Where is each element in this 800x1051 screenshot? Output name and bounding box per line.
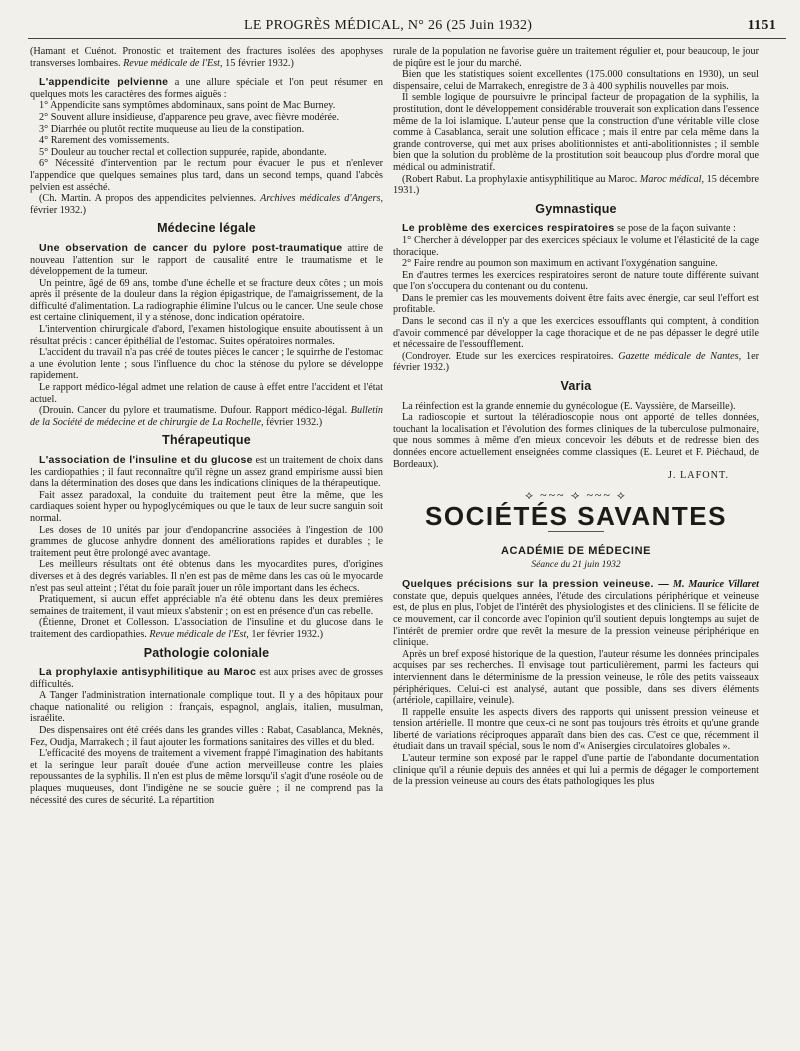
- left-column: [30, 46, 383, 806]
- page-number: 1151: [747, 18, 776, 33]
- journal-title: LE PROGRÈS MÉDICAL, N° 26 (25 Juin 1932): [244, 18, 533, 33]
- author-name: M. Maurice Villaret: [672, 579, 759, 591]
- paragraph: La réinfection est la grande ennemie du gynécologue (E. Vayssière, de Marseille).: [402, 400, 736, 412]
- paragraph: Une observation de cancer du pylore post-traumatique attire de nouveau l'attention sur le rapport de causalité entre le traumatisme et le développement de la tumeur.: [30, 241, 384, 278]
- paragraph: Des dispensaires ont été créés dans les grandes villes : Rabat, Casablanca, Meknès, Fez, Oudja, Marrakech ; il faut ajouter les formations sanitaires des villes et du bled.: [30, 725, 383, 748]
- paragraph: Les doses de 10 unités par jour d'endopancrine associées à l'ingestion de 100 grammes de glucose anhydre donnent des améliorations rapides et durables ; le traitement peut être prolongé avec avantage.: [30, 524, 383, 559]
- paragraph: Les meilleurs résultats ont été obtenus dans les myocardites pures, d'origines diverses et à des degrés variables. Il n'en est pas de même dans les cas où le myocarde n'est pas seul atteint ; l'état du foie paraît jouer un rôle important dans les échecs.: [30, 559, 383, 594]
- section-heading: Thérapeutique: [162, 433, 251, 448]
- paragraph: Quelques précisions sur la pression veineuse. — M. Maurice Villaret constate que, depuis quelques années, l'étude des circulations périphérique et veineuse est, de plus en plus, l'objet de l'intérêt des physiologistes et des cliniciens. Il se félicite de ce mouvement, car il concorde avec l'opinion qu'il soutient depuis longtemps au sujet de l'intérêt de premier ordre que revêt la mesure de la pression veineuse périphérique en clinique.: [393, 578, 759, 649]
- session-date: Séance du 21 juin 1932: [531, 559, 621, 570]
- citation: (Robert Rabut. La prophylaxie antisyphilitique au Maroc. Maroc médical, 15 décembre 1931.): [393, 173, 759, 197]
- paragraph: La prophylaxie antisyphilitique au Maroc est aux prises avec de grosses difficultés.: [30, 666, 383, 690]
- list-item: 5° Douleur au toucher rectal et collection suppurée, rapide, abondante.: [39, 146, 327, 158]
- paragraph: Un peintre, âgé de 69 ans, tombe d'une échelle et se fracture deux côtes ; un mois après il présente de la douleur dans la région épigastrique, de l'amaigrissement, de la difficulté d'alimentation. La radiographie élimine l'ulcus ou le cancer. Une seule chose est certaine cliniquement, il y a sténose, donc indication opératoire.: [30, 277, 383, 324]
- list-item: 2° Faire rendre au poumon son maximum en activant l'oxygénation sanguine.: [402, 258, 718, 270]
- paragraph: Fait assez paradoxal, la conduite du traitement peut être la même, que les cardiaques soient hyper ou hypoglycémiques ou que le taux de leur sucre sanguin soit normal.: [30, 489, 383, 524]
- section-banner: SOCIÉTÉS SAVANTES: [425, 501, 727, 532]
- article-lead: La prophylaxie antisyphilitique au Maroc: [39, 666, 257, 679]
- paragraph: L'association de l'insuline et du glucose est un traitement de choix dans les cardiopathies ; il faut reconnaître qu'il règne un assez grand empirisme aussi bien dans la détermination des doses que dans les indications cliniques de la thérapeutique.: [30, 454, 383, 490]
- paragraph: En d'autres termes les exercices respiratoires seront de nature toute différente suivant que l'on s'occupera du contenant ou du contenu.: [393, 269, 759, 293]
- article-lead: Une observation de cancer du pylore post-traumatique: [39, 241, 343, 254]
- list-item: 4° Rarement des vomissements.: [39, 135, 170, 147]
- article-lead: L'association de l'insuline et du glucose: [39, 454, 253, 466]
- citation: (Condroyer. Etude sur les exercices respiratoires. Gazette médicale de Nantes, 1er février 1932.): [393, 350, 760, 374]
- paragraph: L'appendicite pelvienne a une allure spéciale et l'on peut résumer en quelques mots les caractères des formes aiguës :: [30, 76, 384, 100]
- header-rule: [28, 38, 786, 39]
- section-heading: Pathologie coloniale: [143, 645, 270, 660]
- section-heading: Gymnastique: [535, 201, 617, 216]
- paragraph: L'efficacité des moyens de traitement a vivement frappé l'imagination des habitants et la seringue leur paraît douée d'une action merveilleuse contre les plaies repoussantes de la syphilis. Il n'en est plus de même lorsqu'il s'agit d'une roséole ou de plaques muqueuses, dont l'indigène ne se soucie guère ; il ne comprend pas la nécessité des cures de sécurité. La répartition: [30, 748, 383, 806]
- list-item: 6° Nécessité d'intervention par le rectum pour évacuer le pus et n'enlever l'appendice que quelques semaines plus tard, dans un second temps, quand l'abcès pelvien est asséché.: [30, 158, 383, 193]
- paragraph: Le rapport médico-légal admet une relation de cause à effet entre l'accident et l'état actuel.: [30, 382, 383, 405]
- section-heading: Médecine légale: [157, 221, 256, 236]
- paragraph: L'intervention chirurgicale d'abord, l'examen histologique ensuite aboutissent à un résultat précis : cancer épithélial de l'estomac. Suites opératoires normales.: [30, 324, 383, 347]
- paragraph: Dans le second cas il n'y a que les exercices essoufflants qui comptent, à condition d'avoir commencé par développer la cage thoracique et de ne pas dépasser le degré utile et nécessaire de l'essoufflement.: [393, 316, 759, 351]
- citation: (Ch. Martin. A propos des appendicites pelviennes. Archives médicales d'Angers, février 1932.): [30, 193, 383, 216]
- citation: (Drouin. Cancer du pylore et traumatisme. Dufour. Rapport médico-légal. Bulletin de la Société de médecine et de chirurgie de La Rochelle, février 1932.): [30, 405, 384, 428]
- paragraph: Il semble logique de poursuivre le principal facteur de propagation de la syphilis, la prostitution, dont le développement considérable trouverait son explication dans l'essence même de la loi islamique. L'auteur pense que la construction d'une véritable ville close comme à Casablanca, serait une solution efficace ; mais il entre par cela même dans la grande controverse, qui met aux prises abolitionnistes et anti-abolitionnistes ; il semble bien que la solution du problème de la prostitution soit beaucoup plus d'ordre moral que médical ou administratif.: [393, 92, 759, 173]
- paragraph: La radioscopie et surtout la téléradioscopie nous ont apporté de telles données, touchant la localisation et l'évolution des formes cliniques de la tuberculose pulmonaire, que nous sommes à même d'en mieux concevoir les débuts et de redresse bien des données encore actuellement enseignées comme classiques (E. Leuret et F. Piéchaud, de Bordeaux).: [393, 412, 759, 470]
- paragraph: L'auteur termine son exposé par le rappel d'une partie de l'abondante documentation clinique qu'il a réunie depuis des années et qui lui a permis de dégager le comportement de la pression veineuse au cours des états pathologiques les plus: [393, 753, 759, 788]
- banner-rule: [548, 531, 604, 532]
- paragraph: Le problème des exercices respiratoires se pose de la façon suivante :: [402, 222, 736, 235]
- article-lead: Quelques précisions sur la pression veineuse. —: [402, 578, 670, 591]
- running-header: [34, 18, 778, 38]
- paragraph: L'accident du travail n'a pas créé de toutes pièces le cancer ; le squirrhe de l'estomac a une évolution lente ; sous l'influence du choc la sténose du pylore se développe rapidement.: [30, 347, 383, 382]
- article-lead: Le problème des exercices respiratoires: [402, 222, 615, 235]
- list-item: 3° Diarrhée ou plutôt rectite muqueuse au lieu de la constipation.: [39, 123, 305, 135]
- section-heading: Varia: [560, 379, 592, 394]
- society-heading: ACADÉMIE DE MÉDECINE: [500, 544, 652, 557]
- list-item: 2° Souvent allure insidieuse, d'apparence peu grave, avec fièvre modérée.: [39, 111, 340, 123]
- paragraph: Après un bref exposé historique de la question, l'auteur résume les données principales acquises par ses recherches. Il envisage tout particulièrement, parmi les facteurs qui interviennent dans le déterminisme de la pression veineuse, le rôle des petits vaisseaux périphériques. Celui-ci est analysé, autant que possible, dans ses divers éléments (artériole, capillaire, veinule).: [393, 648, 759, 707]
- paragraph: (Hamant et Cuénot. Pronostic et traitement des fractures isolées des apophyses transverses lombaires. Revue médicale de l'Est, 15 février 1932.): [30, 46, 383, 69]
- paragraph: A Tanger l'administration internationale complique tout. Il y a des hôpitaux pour chaque nationalité ou religion : français, espagnol, anglais, italien, musulman, israélite.: [30, 690, 383, 725]
- article-lead: L'appendicite pelvienne: [39, 76, 169, 89]
- author-signature: J. LAFONT.: [667, 470, 729, 482]
- paragraph: Il rappelle ensuite les aspects divers des rapports qui unissent pression veineuse et tension artérielle. Il montre que ceux-ci ne sont pas toujours très étroits et qu'une grande liberté de variations réciproques apparaît dans bien des cas. C'est ce que, récemment il étudiait dans un travail spécial, sous le nom d'« Anisergies circulatoires globales ».: [393, 706, 759, 753]
- paragraph: Bien que les statistiques soient excellentes (175.000 consultations en 1930), un seul dispensaire, celui de Marrakech, enregistre de 3 à 400 syphilis nouvelles par mois.: [393, 69, 759, 92]
- paragraph: rurale de la population ne favorise guère un traitement régulier et, pour beaucoup, le jour de piqûre est le jour du marché.: [393, 46, 759, 69]
- list-item: 1° Chercher à développer par des exercices spéciaux le volume et l'élasticité de la cage thoracique.: [393, 234, 759, 258]
- list-item: 1° Appendicite sans symptômes abdominaux, sans point de Mac Burney.: [39, 100, 336, 112]
- paragraph: Pratiquement, si aucun effet appréciable n'a été obtenu dans les deux premières semaines de traitement, il vaut mieux s'abstenir ; on est en présence d'un cas rebelle.: [30, 594, 383, 617]
- ornament-divider: ⟡ ~~~ ⟢ ~~~ ⟡: [525, 487, 627, 502]
- citation: (Étienne, Dronet et Collesson. L'association de l'insuline et du glucose dans le traitement des cardiopathies. Revue médicale de l'Est, 1er février 1932.): [30, 617, 383, 640]
- paragraph: Dans le premier cas les mouvements doivent être faits avec énergie, car seul l'effort est profitable.: [393, 292, 759, 316]
- right-column: [393, 46, 759, 788]
